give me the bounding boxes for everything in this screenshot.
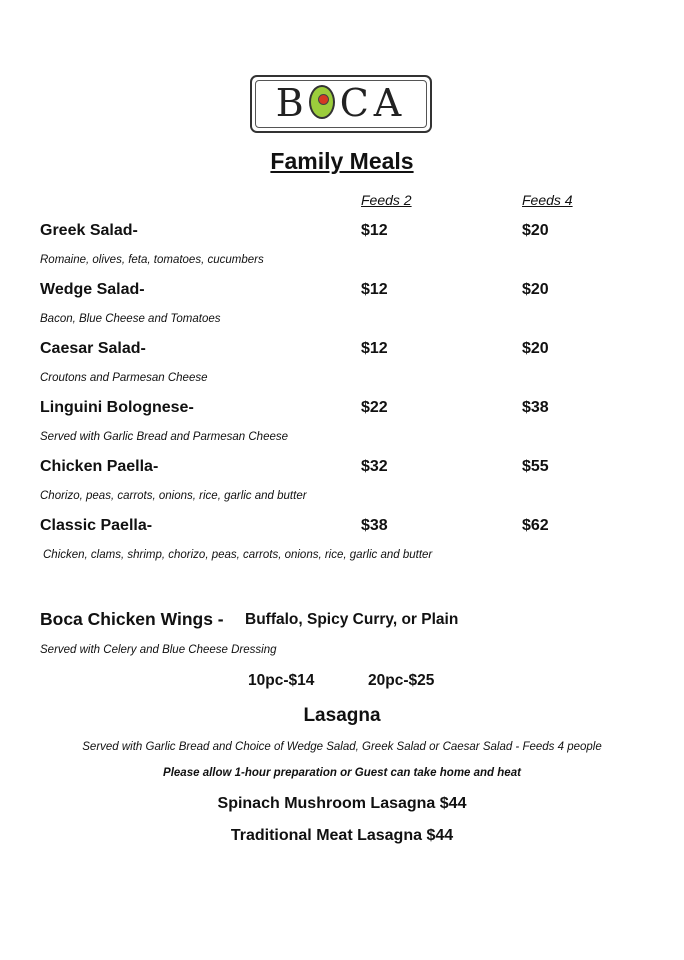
pimento-icon [318, 94, 329, 105]
lasagna-item-spinach-mushroom: Spinach Mushroom Lasagna $44 [217, 795, 467, 812]
item-price-feeds-4: $20 [522, 281, 549, 298]
item-description: Served with Garlic Bread and Parmesan Cheese [40, 431, 289, 443]
item-price-feeds-4: $38 [522, 399, 549, 416]
item-name-wedge-salad: Wedge Salad- [40, 281, 145, 298]
item-price-feeds-4: $62 [522, 517, 549, 534]
item-price-feeds-2: $12 [361, 340, 388, 357]
column-header-feeds-4: Feeds 4 [522, 192, 573, 208]
item-description: Croutons and Parmesan Cheese [40, 372, 208, 384]
item-name-classic-paella: Classic Paella- [40, 517, 153, 534]
item-description: Chicken, clams, shrimp, chorizo, peas, carrots, onions, rice, garlic and butter [43, 549, 433, 561]
item-price-feeds-4: $55 [522, 458, 549, 475]
lasagna-preparation-note: Please allow 1-hour preparation or Guest can take home and heat [163, 767, 521, 779]
item-name-greek-salad: Greek Salad- [40, 222, 138, 239]
item-price-feeds-2: $38 [361, 517, 388, 534]
item-price-feeds-2: $12 [361, 281, 388, 298]
logo-wordmark [252, 81, 430, 125]
lasagna-description: Served with Garlic Bread and Choice of Wedge Salad, Greek Salad or Caesar Salad - Feeds 4 people [82, 741, 602, 753]
olive-icon [309, 85, 335, 119]
lasagna-item-traditional-meat: Traditional Meat Lasagna $44 [230, 827, 454, 844]
column-header-feeds-2: Feeds 2 [361, 192, 412, 208]
item-description: Bacon, Blue Cheese and Tomatoes [40, 313, 221, 325]
item-price-feeds-4: $20 [522, 222, 549, 239]
item-name-caesar-salad: Caesar Salad- [40, 340, 146, 357]
wings-options: Buffalo, Spicy Curry, or Plain [245, 611, 459, 628]
item-price-feeds-4: $20 [522, 340, 549, 357]
item-description: Chorizo, peas, carrots, onions, rice, garlic and butter [40, 490, 307, 502]
page-title: Family Meals [270, 148, 414, 174]
wings-name: Boca Chicken Wings - [40, 609, 224, 629]
lasagna-heading: Lasagna [303, 705, 381, 726]
logo-letters-ca: CA [339, 81, 407, 125]
item-price-feeds-2: $22 [361, 399, 388, 416]
wings-description: Served with Celery and Blue Cheese Dressing [40, 644, 277, 656]
item-price-feeds-2: $32 [361, 458, 388, 475]
logo-letter-b: B [275, 81, 309, 125]
item-description: Romaine, olives, feta, tomatoes, cucumbers [40, 254, 264, 266]
item-price-feeds-2: $12 [361, 222, 388, 239]
boca-logo [250, 75, 432, 133]
item-name-chicken-paella: Chicken Paella- [40, 458, 159, 475]
wings-price-20pc: 20pc-$25 [368, 672, 435, 689]
wings-price-10pc: 10pc-$14 [248, 672, 315, 689]
item-name-linguini-bolognese: Linguini Bolognese- [40, 399, 194, 416]
